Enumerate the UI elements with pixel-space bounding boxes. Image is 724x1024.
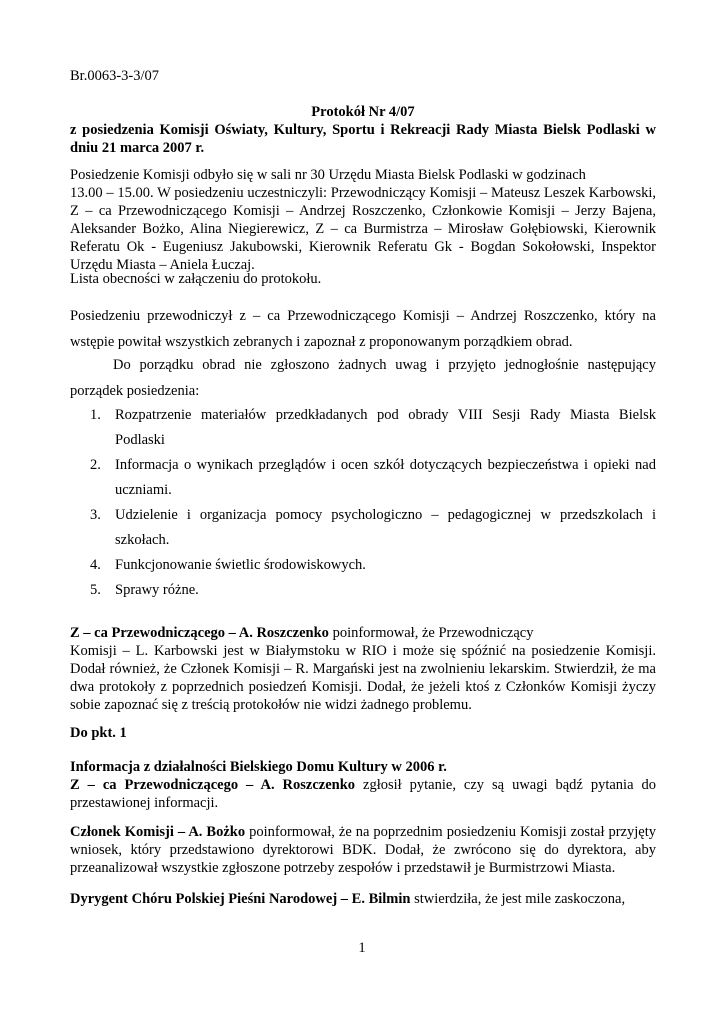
agenda-item: 2. Informacja o wynikach przeglądów i ocen szkół dotyczących bezpieczeństwa i opieki nad uczniami. <box>90 457 656 498</box>
opening-paragraph: Posiedzeniu przewodniczył z – ca Przewodniczącego Komisji – Andrzej Roszczenko, który na wstępie powitał wszystkich zebranych i zapoznał z proponowanym porządkiem obrad. <box>70 308 656 350</box>
page-number: 1 <box>358 940 366 956</box>
point-heading: Do pkt. 1 <box>70 725 127 741</box>
agenda-intro: Do porządku obrad nie zgłoszono żadnych uwag i przyjęto jednogłośnie następujący porządek posiedzenia: <box>70 357 656 399</box>
document-title: Protokół Nr 4/07 <box>311 104 415 120</box>
statement-bilmin: Dyrygent Chóru Polskiej Pieśni Narodowej – E. Bilmin stwierdziła, że jest mile zaskoczona, <box>70 891 626 907</box>
statement-roszczenko-first-line: Z – ca Przewodniczącego – A. Roszczenko poinformował, że Przewodniczący <box>70 625 534 641</box>
attendance-note: Lista obecności w załączeniu do protokołu. <box>70 271 322 287</box>
statement-bozko: Członek Komisji – A. Bożko poinformował, że na poprzednim posiedzeniu Komisji został przyjęty wniosek, który przedstawiono dyrektorowi BDK. Dodał, że zwrócono się do dyrektora, aby przeanalizował wszystkie zgłoszone potrzeby zespołów i przedstawił je Burmistrzowi Miasta. <box>70 824 657 876</box>
agenda-item: 4. Funkcjonowanie świetlic środowiskowych. <box>90 557 366 573</box>
intro-first-line: Posiedzenie Komisji odbyło się w sali nr 30 Urzędu Miasta Bielsk Podlaski w godzinach <box>70 167 586 183</box>
point-topic: Informacja z działalności Bielskiego Domu Kultury w 2006 r. <box>70 759 447 775</box>
document-reference: Br.0063-3-3/07 <box>70 68 160 84</box>
statement-roszczenko-text: Komisji – L. Karbowski jest w Białymstoku w RIO i może się spóźnić na posiedzenie Komisji. Dodał również, że Członek Komisji – R. Margański jest na zwolnieniu lekarskim. Stwierdził, że ma dwa protokoły z poprzednich posiedzeń Komisji. Dodał, że jeżeli ktoś z Członków Komisji życzy sobie zapoznać się z treścią protokołów nie widzi żadnego problemu. <box>70 643 656 713</box>
agenda-item: 5. Sprawy różne. <box>90 582 199 598</box>
agenda-list <box>70 403 656 603</box>
agenda-item: 1. Rozpatrzenie materiałów przedkładanych pod obrady VIII Sesji Rady Miasta Bielsk Podlaski <box>90 407 656 448</box>
agenda-item: 3. Udzielenie i organizacja pomocy psychologiczno – pedagogicznej w przedszkolach i szkołach. <box>90 507 656 548</box>
statement-roszczenko-question: Z – ca Przewodniczącego – A. Roszczenko zgłosił pytanie, czy są uwagi bądź pytania do przestawionej informacji. <box>70 777 656 811</box>
document-subtitle: z posiedzenia Komisji Oświaty, Kultury, Sportu i Rekreacji Rady Miasta Bielsk Podlaski w dniu 21 marca 2007 r. <box>70 122 656 156</box>
intro-participants: 13.00 – 15.00. W posiedzeniu uczestniczyli: Przewodniczący Komisji – Mateusz Leszek Karbowski, Z – ca Przewodniczącego Komisji – Andrzej Roszczenko, Członkowie Komisji – Jerzy Bajena, Aleksander Bożko, Alina Niegierewicz, Z – ca Burmistrza – Mirosław Gołębiowski, Kierownik Referatu Ok - Eugeniusz Jakubowski, Kierownik Referatu Gk - Bogdan Sokołowski, Inspektor Urzędu Miasta – Aniela Łuczaj. <box>70 185 656 273</box>
